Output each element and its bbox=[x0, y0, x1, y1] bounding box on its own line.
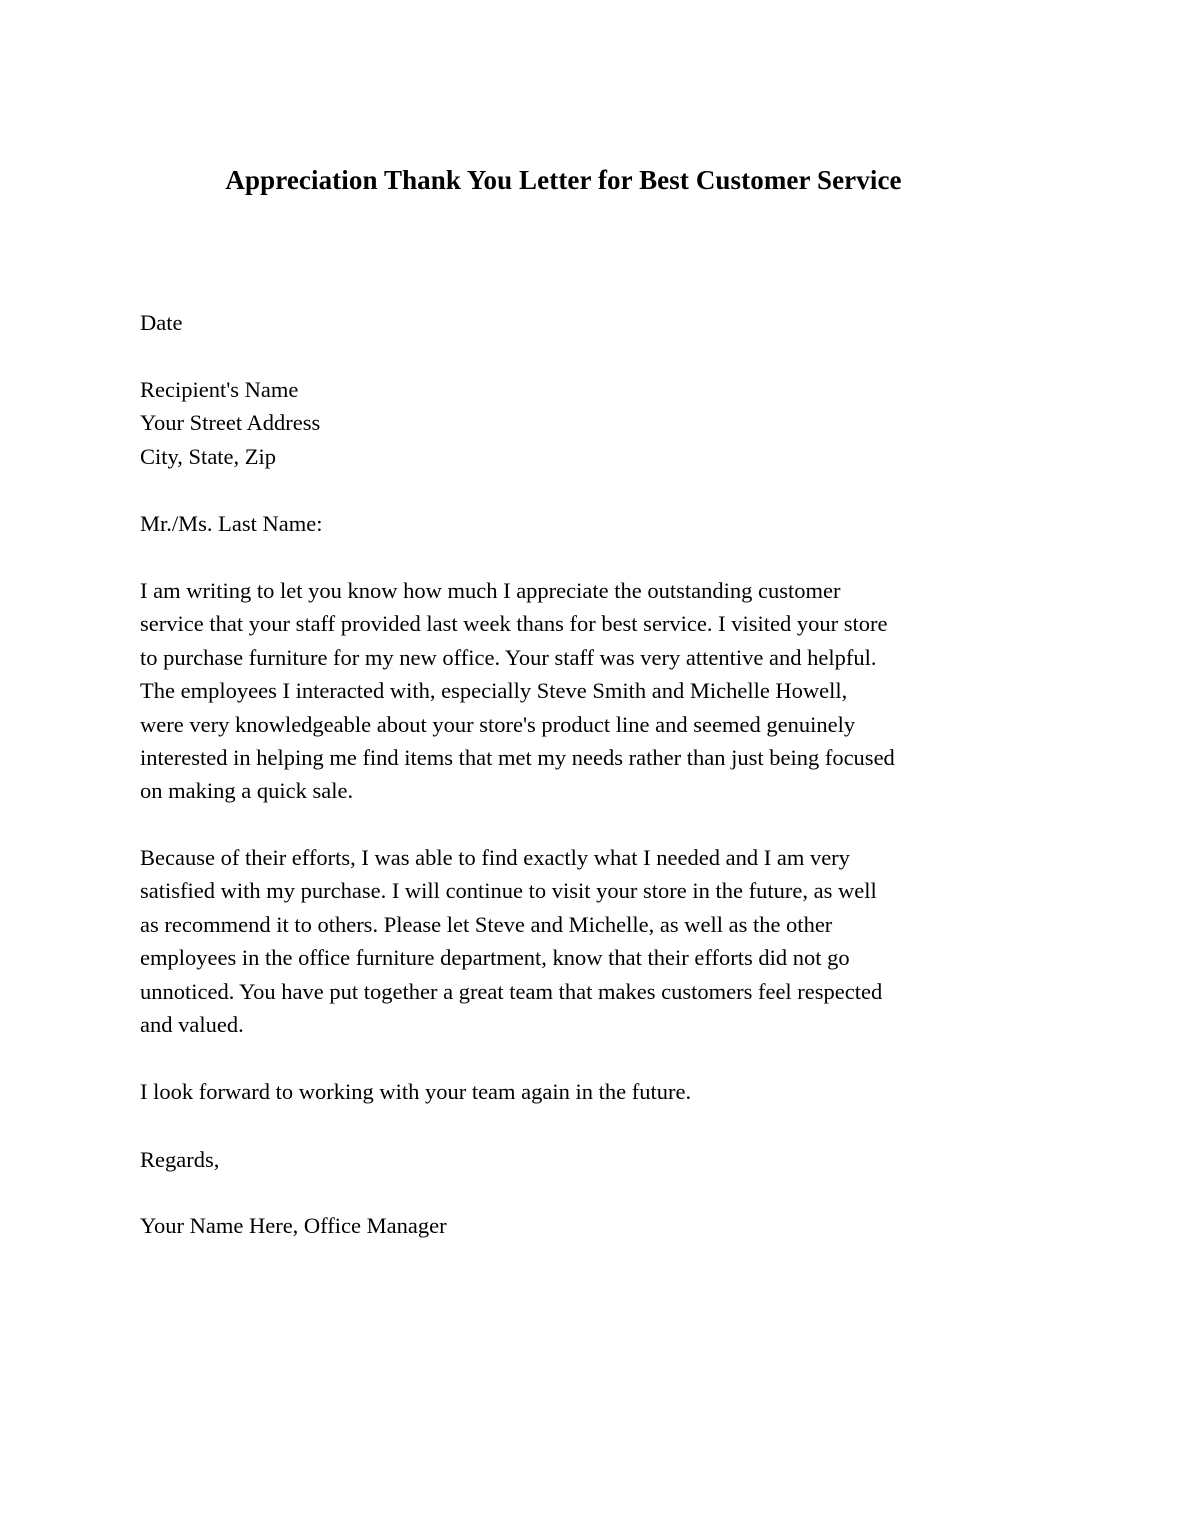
salutation: Mr./Ms. Last Name: bbox=[140, 511, 323, 536]
recipient-name: Recipient's Name bbox=[140, 377, 299, 402]
signature: Your Name Here, Office Manager bbox=[140, 1213, 447, 1238]
letter-date: Date bbox=[140, 310, 183, 335]
paragraph-1-line: I am writing to let you know how much I appreciate the outstanding customer bbox=[140, 578, 841, 603]
paragraph-2-line: and valued. bbox=[140, 1011, 244, 1037]
paragraph-2-line: unnoticed. You have put together a great team that makes customers feel respected bbox=[140, 978, 883, 1004]
paragraph-2-line: employees in the office furniture department, know that their efforts did not go bbox=[140, 945, 850, 971]
paragraph-1-line: service that your staff provided last week thans for best service. I visited your store bbox=[140, 611, 888, 637]
paragraph-2-line: as recommend it to others. Please let Steve and Michelle, as well as the other bbox=[140, 911, 833, 937]
recipient-street: Your Street Address bbox=[140, 410, 321, 436]
paragraph-2-line: Because of their efforts, I was able to find exactly what I needed and I am very bbox=[140, 845, 850, 870]
paragraph-2 bbox=[140, 841, 1020, 1041]
paragraph-1-line: were very knowledgeable about your store's product line and seemed genuinely bbox=[140, 711, 856, 737]
paragraph-1 bbox=[140, 574, 1020, 808]
paragraph-1-line: to purchase furniture for my new office. Your staff was very attentive and helpful. bbox=[140, 644, 877, 670]
paragraph-2-line: satisfied with my purchase. I will continue to visit your store in the future, as well bbox=[140, 878, 877, 904]
letter-title: Appreciation Thank You Letter for Best Customer Service bbox=[225, 165, 902, 195]
recipient-city-state-zip: City, State, Zip bbox=[140, 443, 277, 469]
paragraph-1-line: interested in helping me find items that met my needs rather than just being focused bbox=[140, 744, 895, 770]
recipient-address-block bbox=[140, 373, 1020, 473]
paragraph-1-line: on making a quick sale. bbox=[140, 778, 354, 804]
closing: Regards, bbox=[140, 1147, 220, 1172]
paragraph-1-line: The employees I interacted with, especially Steve Smith and Michelle Howell, bbox=[140, 678, 848, 704]
paragraph-3: I look forward to working with your team again in the future. bbox=[140, 1079, 692, 1104]
